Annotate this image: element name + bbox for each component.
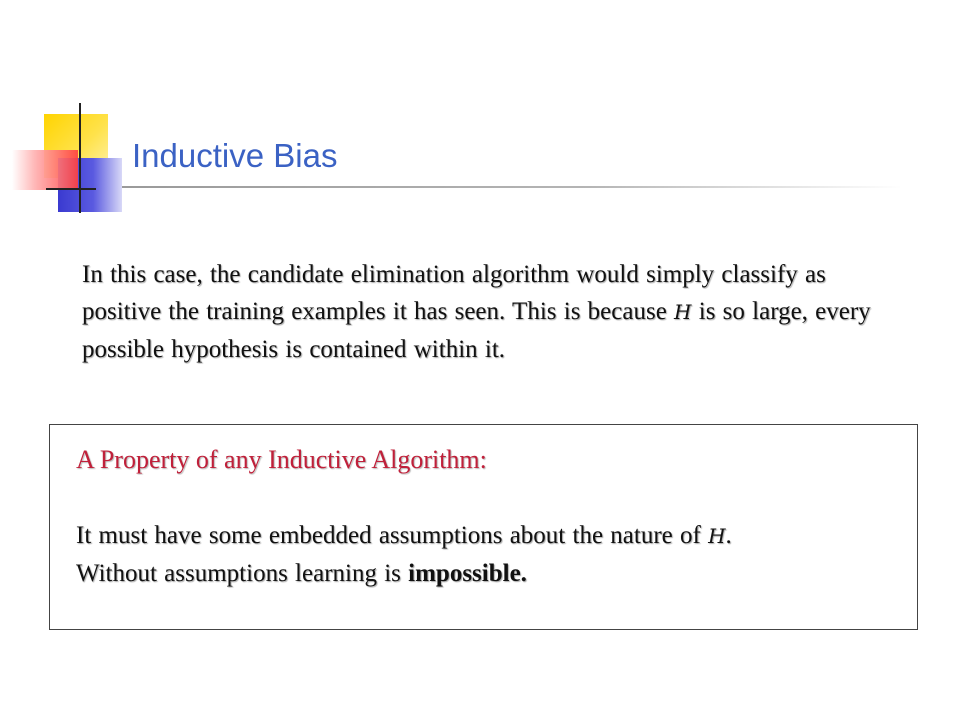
property-heading: A Property of any Inductive Algorithm:: [76, 445, 487, 474]
paragraph-text-part2: is so large, every possible hypothesis is contained within it.: [82, 298, 871, 363]
logo-red-bar: [12, 150, 78, 190]
property-line-2: [76, 555, 906, 593]
paragraph-text-part1: In this case, the candidate elimination algorithm would simply classify as positive the training examples it has seen. This is because: [82, 261, 826, 325]
property-line-1: [76, 517, 906, 555]
emphasis-impossible: impossible.: [408, 560, 527, 587]
slide-title: Inductive Bias: [132, 137, 338, 174]
hypothesis-space-symbol: H: [708, 524, 726, 548]
body-paragraph: [82, 256, 892, 368]
property-statement: [76, 517, 906, 593]
property-line-1-suffix: .: [725, 522, 732, 549]
property-line-1-text: It must have some embedded assumptions about the nature of: [76, 522, 709, 549]
logo-horizontal-line: [46, 188, 96, 190]
logo-vertical-line: [79, 103, 81, 213]
property-line-2-text: Without assumptions learning is: [76, 560, 409, 587]
title-underline: [122, 186, 902, 188]
hypothesis-space-symbol: H: [674, 300, 692, 324]
property-box: [49, 424, 918, 630]
